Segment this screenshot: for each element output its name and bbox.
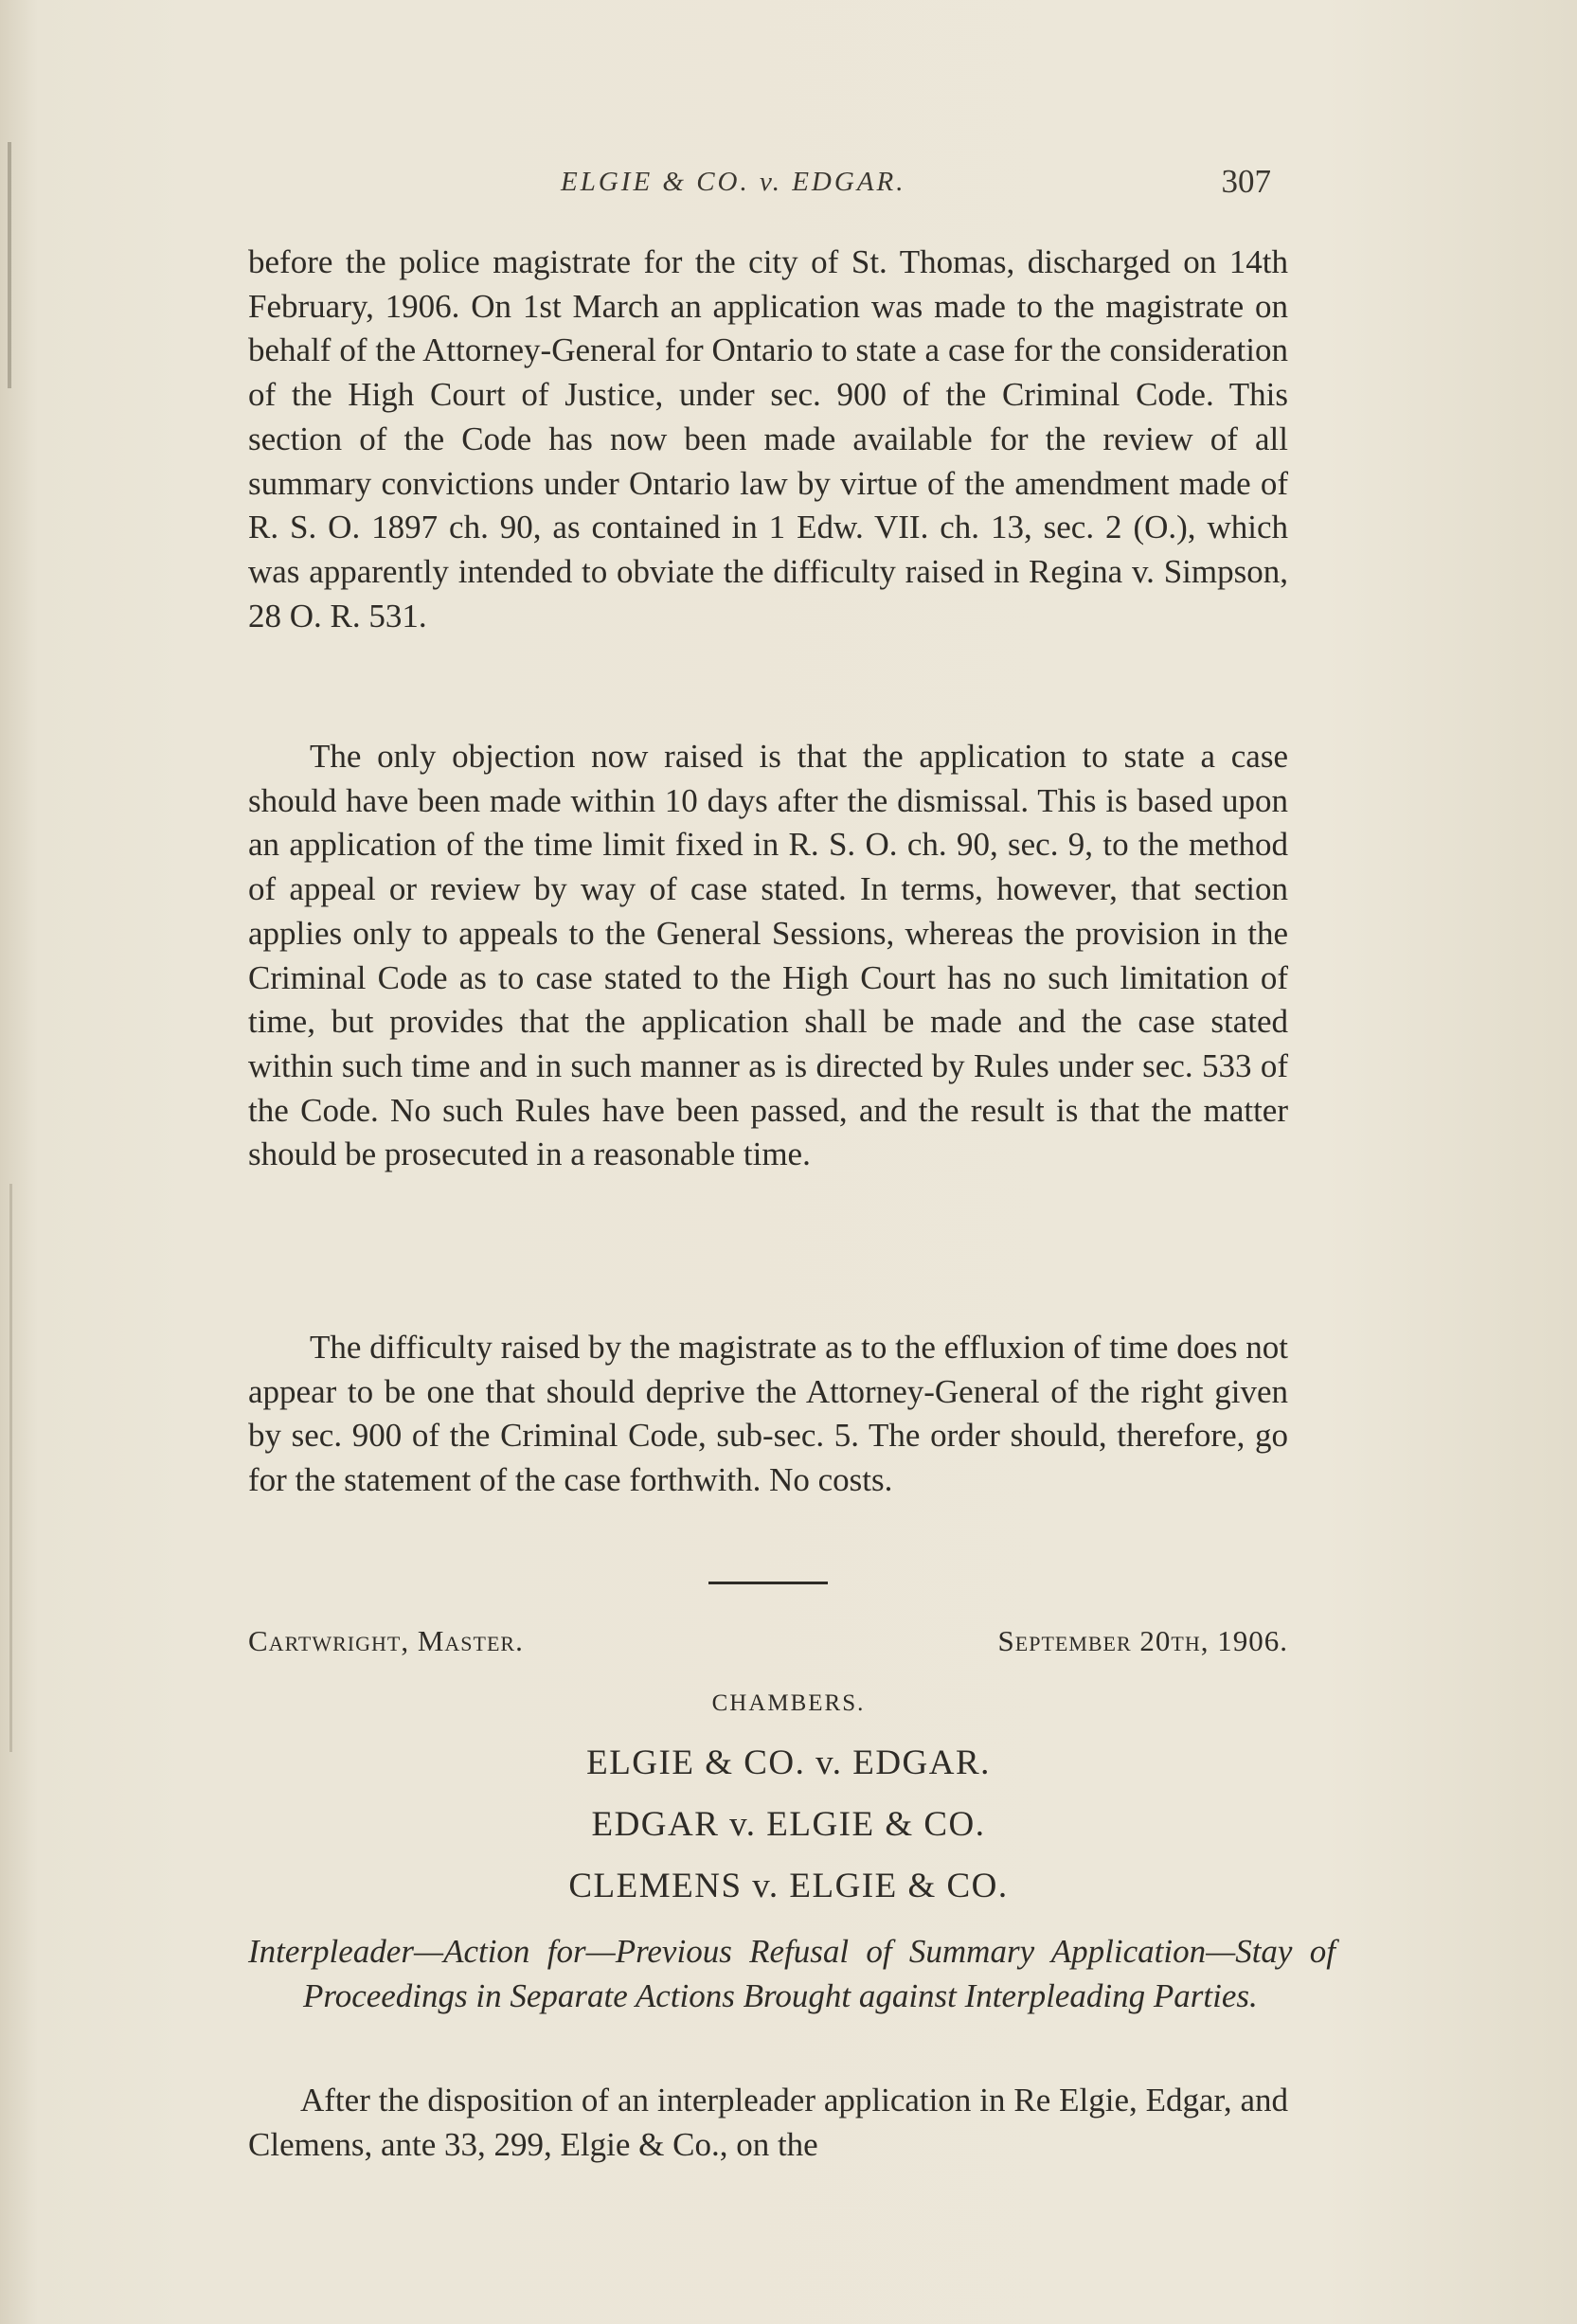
judge-name: Cartwright, Master. [248, 1624, 524, 1657]
page-number: 307 [1221, 163, 1271, 200]
case-title-1: ELGIE & CO. v. EDGAR. [586, 1743, 991, 1782]
court-venue: CHAMBERS. [711, 1690, 866, 1716]
paragraph-continuation: before the police magistrate for the city of St. Thomas, discharged on 14th February, 1906. On 1st March an application was made to the magistrate on behalf of the Attorney-General for Ontario to state a case for the consideration of the High Court of Justice, under sec. 900 of the Criminal Code. This section of the Code has now been made available for the review of all summary convictions under Ontario law by virtue of the amendment made of R. S. O. 1897 ch. 90, as contained in 1 Edw. VII. ch. 13, sec. 2 (O.), which was apparently intended to obviate the difficulty raised in Regina v. Simpson, 28 O. R. 531. [248, 243, 1288, 635]
case-title-3: CLEMENS v. ELGIE & CO. [568, 1867, 1009, 1905]
page-binding-shadow-lower [9, 1184, 12, 1752]
paragraph-facts: After the disposition of an interpleader application in Re Elgie, Edgar, and Clemens, ante 33, 299, Elgie & Co., on the [248, 2082, 1288, 2163]
page-header [248, 163, 1281, 210]
headnote: Interpleader—Action for—Previous Refusal of Summary Application—Stay of Proceedings in Separate Actions Brought against Interpleading Parties. [248, 1933, 1335, 2014]
judgment-date: September 20th, 1906. [997, 1624, 1288, 1657]
paragraph-order: The difficulty raised by the magistrate as to the effluxion of time does not appear to be one that should deprive the Attorney-General of the right given by sec. 900 of the Criminal Code, sub-sec. 5. The order should, therefore, go for the statement of the case forthwith. No costs. [248, 1329, 1288, 1499]
running-head: ELGIE & CO. v. EDGAR. [561, 167, 906, 197]
page-binding-shadow [8, 142, 11, 388]
paragraph-objection: The only objection now raised is that the application to state a case should have been made within 10 days after the dismissal. This is based upon an application of the time limit fixed in R. S. O. ch. 90, sec. 9, to the method of appeal or review by way of case stated. In terms, however, that section applies only to appeals to the General Sessions, whereas the provision in the Criminal Code as to case stated to the High Court has no such limitation of time, but provides that the application shall be made and the case stated within such time and in such manner as is directed by Rules under sec. 533 of the Code. No such Rules have been passed, and the result is that the matter should be prosecuted in a reasonable time. [248, 738, 1288, 1173]
section-divider [708, 1582, 828, 1584]
case-title-2: EDGAR v. ELGIE & CO. [591, 1805, 986, 1844]
